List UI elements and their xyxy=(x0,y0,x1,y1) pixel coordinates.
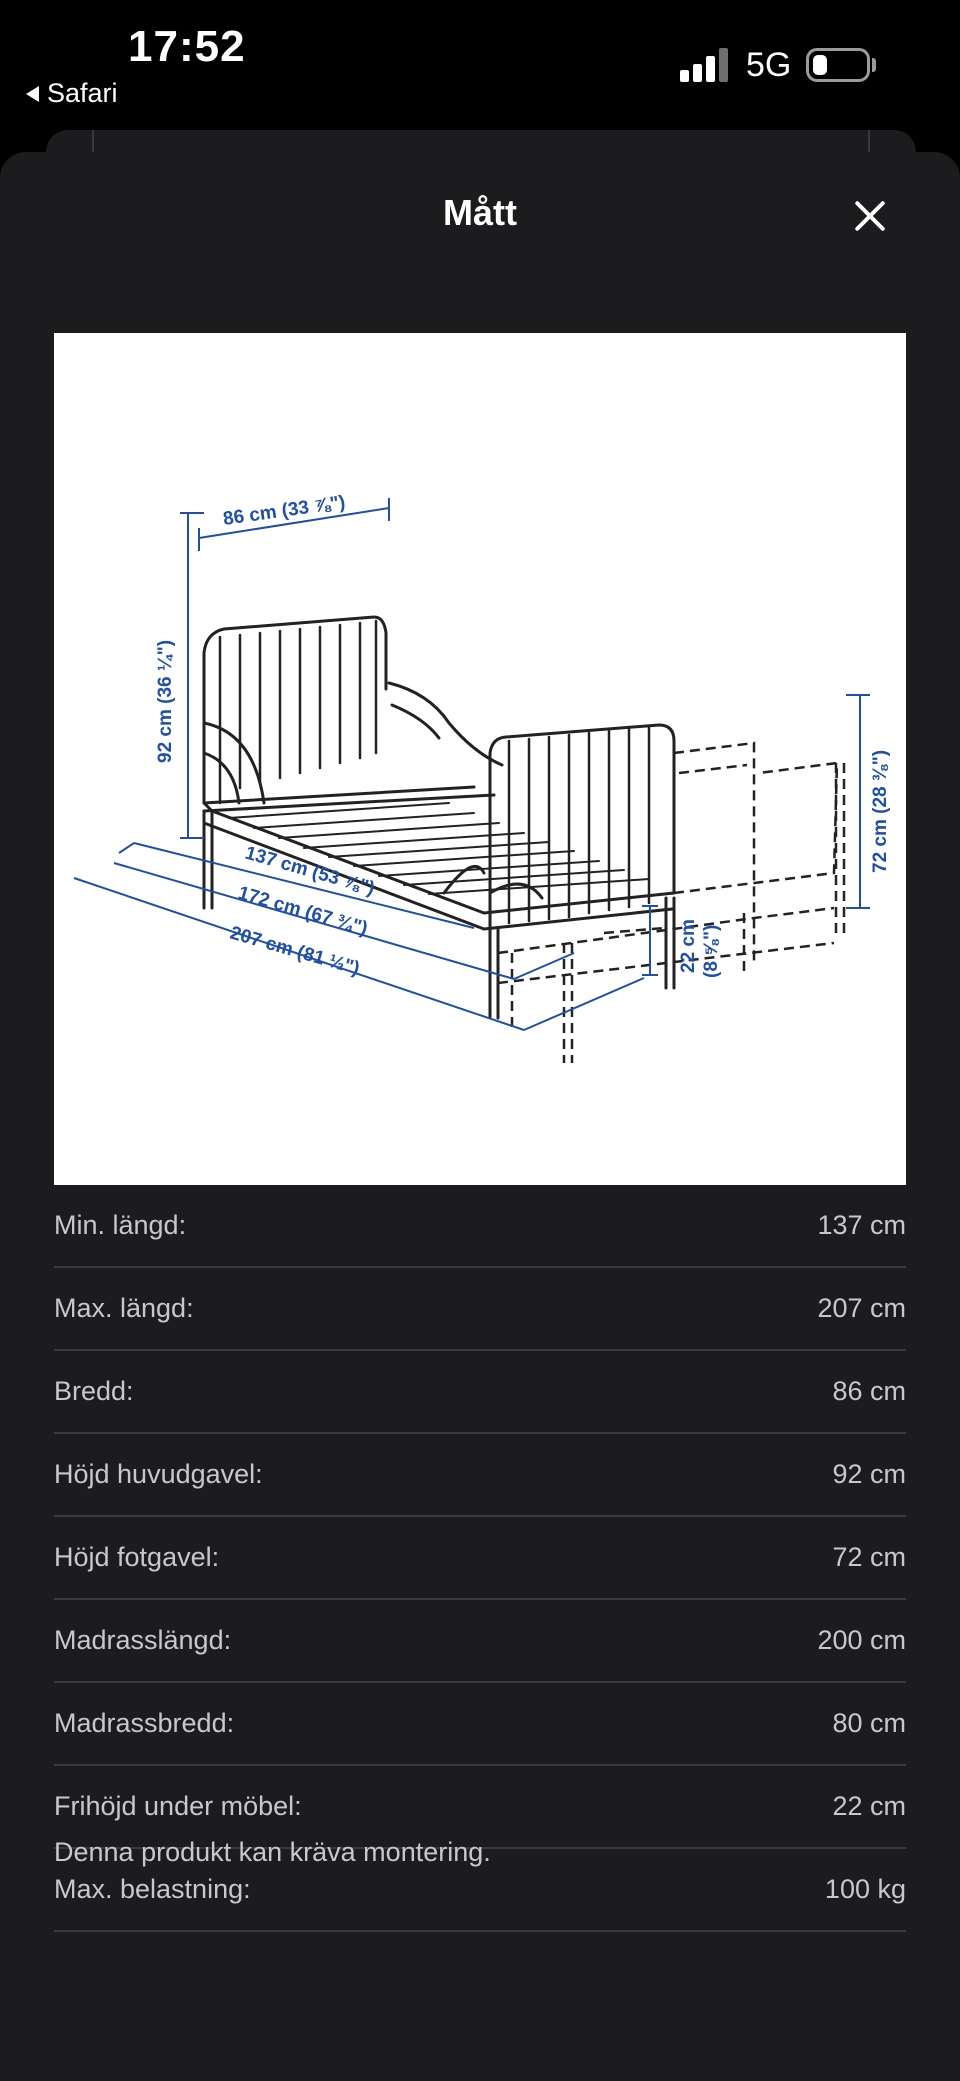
dimension-label: Höjd huvudgavel: xyxy=(54,1459,263,1489)
dimension-row xyxy=(54,1268,906,1351)
bed-dimension-diagram xyxy=(54,333,906,1185)
back-triangle-icon xyxy=(26,86,39,102)
signal-icon xyxy=(680,48,730,82)
dimension-label: Madrasslängd: xyxy=(54,1625,232,1655)
dimension-label: Madrassbredd: xyxy=(54,1708,235,1738)
diagram-clearance-inch-label: (8 ⅝") xyxy=(701,924,722,978)
dimension-value: 22 cm xyxy=(832,1791,906,1821)
battery-icon xyxy=(806,48,870,82)
assembly-note: Denna produkt kan kräva montering. xyxy=(54,1837,491,1867)
diagram-footboard-label: 72 cm (28 ⅜") xyxy=(870,749,891,873)
dimension-label: Max. längd: xyxy=(54,1293,194,1323)
diagram-headboard-label: 92 cm (36 ¼") xyxy=(155,639,176,763)
diagram-length-mid-label: 172 cm (67 ¾") xyxy=(235,882,370,940)
dimension-row xyxy=(54,1351,906,1434)
dimensions-sheet xyxy=(0,152,960,2081)
network-type: 5G xyxy=(746,46,792,84)
dimension-row xyxy=(54,1434,906,1517)
dimension-value: 137 cm xyxy=(817,1210,906,1240)
status-time: 17:52 xyxy=(128,22,246,71)
status-bar xyxy=(0,0,960,130)
diagram-width-label: 86 cm (33 ⅞") xyxy=(221,492,347,530)
bed-drawing xyxy=(54,333,906,1185)
dimension-value: 100 kg xyxy=(824,1874,906,1904)
dimension-label: Höjd fotgavel: xyxy=(54,1542,220,1572)
dimension-label: Bredd: xyxy=(54,1376,134,1406)
diagram-clearance-label: 22 cm xyxy=(678,919,699,973)
diagram-length-max-label: 207 cm (81 ½") xyxy=(227,922,362,980)
dimension-row xyxy=(54,1600,906,1683)
close-icon[interactable] xyxy=(846,192,894,240)
dimension-value: 80 cm xyxy=(832,1708,906,1738)
battery-tip xyxy=(872,58,876,72)
back-to-safari-link[interactable] xyxy=(26,78,118,109)
dimension-label: Min. längd: xyxy=(54,1210,187,1240)
dimension-row xyxy=(54,1517,906,1600)
diagram-length-min-label: 137 cm (53 ⅞") xyxy=(242,842,377,900)
dimension-value: 92 cm xyxy=(832,1459,906,1489)
dimension-row xyxy=(54,1185,906,1268)
dimension-value: 200 cm xyxy=(817,1625,906,1655)
dimension-value: 207 cm xyxy=(817,1293,906,1323)
dimensions-list xyxy=(54,1185,906,1932)
dimension-row xyxy=(54,1683,906,1766)
dimension-value: 72 cm xyxy=(832,1542,906,1572)
back-app-label: Safari xyxy=(47,78,118,108)
dimension-label: Frihöjd under möbel: xyxy=(54,1791,302,1821)
dimension-value: 86 cm xyxy=(832,1376,906,1406)
dimension-label: Max. belastning: xyxy=(54,1874,251,1904)
sheet-title: Mått xyxy=(443,192,517,233)
